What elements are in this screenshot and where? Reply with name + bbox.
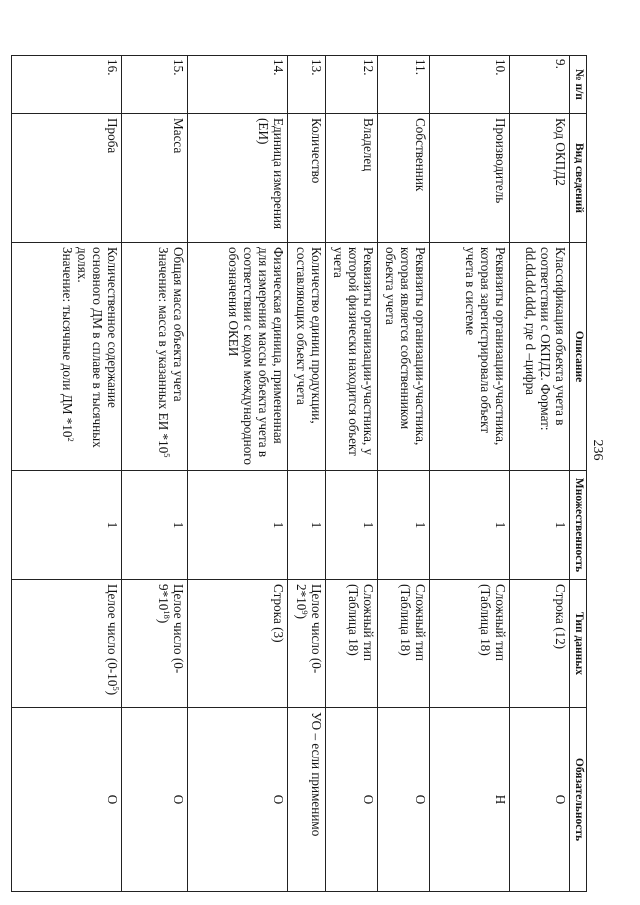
row-num: 14. <box>188 56 288 114</box>
row-required: О <box>378 708 430 892</box>
row-type-close: ) <box>294 614 309 620</box>
header-multiplicity: Множественность <box>570 471 587 580</box>
row-type-exponent: 5 <box>111 686 121 691</box>
row-type <box>378 580 430 708</box>
row-required: УО – если применимо <box>288 708 326 892</box>
row-multiplicity: 1 <box>122 471 188 580</box>
row-type-exponent: 9 <box>300 610 310 615</box>
table-row <box>510 56 570 892</box>
row-type <box>288 580 326 708</box>
header-type: Тип данных <box>570 580 587 708</box>
table-row <box>288 56 326 892</box>
row-type <box>326 580 378 708</box>
row-kind: Владелец <box>326 114 378 243</box>
row-description-value <box>156 247 171 466</box>
row-multiplicity: 1 <box>510 471 570 580</box>
row-description: Классификация объекта учета в соответствии с ОКПД2. Формат: dd.dd.dd.ddd, где d –цифра <box>510 243 570 471</box>
row-num: 10. <box>430 56 510 114</box>
row-required: О <box>188 708 288 892</box>
row-multiplicity: 1 <box>12 471 122 580</box>
row-multiplicity: 1 <box>378 471 430 580</box>
row-description: Физическая единица, примененная для измерения массы объекта учета в соответствии с кодом международного обозначения ОКЕИ <box>188 243 288 471</box>
row-description: Реквизиты организации-участника, которая является собственником объекта учета <box>378 243 430 471</box>
row-kind: Проба <box>12 114 122 243</box>
row-kind: Масса <box>122 114 188 243</box>
row-multiplicity: 1 <box>430 471 510 580</box>
row-type-close: ) <box>105 690 120 696</box>
header-description: Описание <box>570 243 587 471</box>
row-type <box>188 580 288 708</box>
row-required: Н <box>430 708 510 892</box>
row-description-value-text: Значение: масса в указанных ЕИ *10 <box>156 247 171 454</box>
row-num: 9. <box>510 56 570 114</box>
row-description-value-text: Значение: тысячные доли ДМ *10 <box>60 247 75 438</box>
row-type-text: Строка (3) <box>271 584 286 643</box>
row-type-text: Целое число (0-2*10 <box>294 584 324 674</box>
table-row <box>12 56 122 892</box>
row-description <box>12 243 122 471</box>
row-type-text: Сложный тип (Таблица 18) <box>398 584 428 661</box>
row-required: О <box>122 708 188 892</box>
row-type <box>12 580 122 708</box>
table-row <box>188 56 288 892</box>
row-required: О <box>510 708 570 892</box>
row-num: 13. <box>288 56 326 114</box>
row-type <box>510 580 570 708</box>
page-number: 236 <box>590 439 605 461</box>
row-required: О <box>326 708 378 892</box>
table-row <box>378 56 430 892</box>
row-type-text: Сложный тип (Таблица 18) <box>346 584 376 661</box>
table-row <box>430 56 510 892</box>
row-kind: Собственник <box>378 114 430 243</box>
table-header-row <box>570 56 587 892</box>
row-type-text: Целое число (0-9*10 <box>156 584 186 674</box>
row-kind: Код ОКПД2 <box>510 114 570 243</box>
row-required: О <box>12 708 122 892</box>
spec-table <box>11 55 587 892</box>
row-description <box>122 243 188 471</box>
row-description-text: Количественное содержание основного ДМ в сплаве в тысячных долях. <box>75 247 120 448</box>
row-num: 12. <box>326 56 378 114</box>
row-type <box>122 580 188 708</box>
row-kind: Производитель <box>430 114 510 243</box>
row-num: 15. <box>122 56 188 114</box>
row-type-text: Целое число (0-10 <box>105 584 120 687</box>
header-kind: Вид сведений <box>570 114 587 243</box>
row-description-value <box>60 247 75 466</box>
header-required: Обязательность <box>570 708 587 892</box>
rotated-table-container <box>12 55 587 891</box>
row-description: Реквизиты организации-участника, у которой физически находится объект учета <box>326 243 378 471</box>
row-multiplicity: 1 <box>288 471 326 580</box>
row-description-exponent: 2 <box>66 437 76 442</box>
row-num: 16. <box>12 56 122 114</box>
row-num: 11. <box>378 56 430 114</box>
row-description-text: Общая масса объекта учета <box>171 247 186 402</box>
row-type-exponent: 18 <box>162 610 172 619</box>
row-type-text: Строка (12) <box>553 584 568 650</box>
row-type <box>430 580 510 708</box>
header-num: № п/п <box>570 56 587 114</box>
table-row <box>122 56 188 892</box>
row-multiplicity: 1 <box>188 471 288 580</box>
row-multiplicity: 1 <box>326 471 378 580</box>
row-description: Реквизиты организации-участника, которая зарегистрировала объект учета в системе <box>430 243 510 471</box>
row-description: Количество единиц продукции, составляющих объект учета <box>288 243 326 471</box>
table-row <box>326 56 378 892</box>
row-type-text: Сложный тип (Таблица 18) <box>478 584 508 661</box>
row-type-close: ) <box>156 618 171 624</box>
row-description-exponent: 5 <box>162 453 172 458</box>
row-kind: Количество <box>288 114 326 243</box>
row-kind: Единица измерения (ЕИ) <box>188 114 288 243</box>
